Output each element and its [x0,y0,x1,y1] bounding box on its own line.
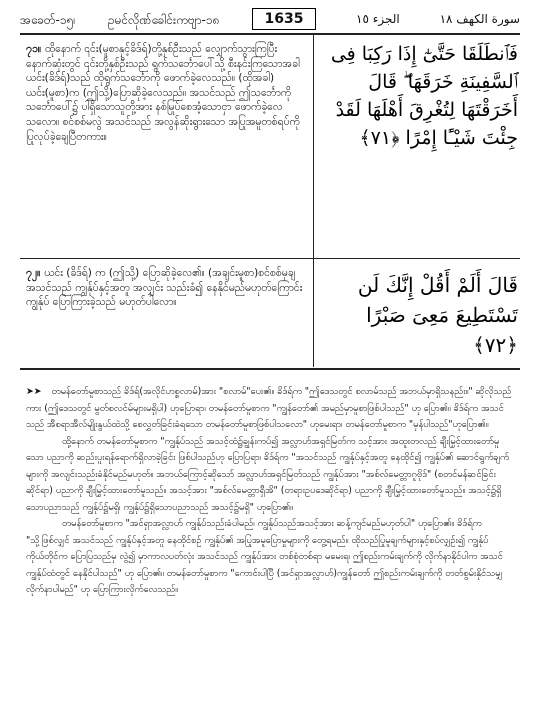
header-surah-burmese: ဥမင်လိုဏ်ခေါင်းကဗျာ-၁၈ [108,13,220,27]
commentary-paragraph: ➤➤ တမန်တော်မူစာသည် ခိဒ်ရ်(အလိုင်ဟစ္စလာမ်)အား "စလာမ်"ပေး၏။ ခိဒ်ရ်က "ဤဒေသတွင် စလာမ်သည် အဘယ်မှာရှိသနည်း။" ဆိုလိုသည်ကား (ဤဒေသတွင် မွတ်စလင်မ်များမရှိပါ) ဟုပြောရာ၊ တမန်တော်မူစာက "ကျွန်တော်၏ အမည်မှာမူစာဖြစ်ပါသည်" ဟု ပြော၏။ ခိဒ်ရ်က အသင်သည် အီစရာအီလ်မျိုးနွယ်ထဲသို့ စေလွှတ်ခြင်းခံရသော တမန်တော်မူစာဖြစ်ပါသလော" ဟုမေးရာ၊ တမန်တော်မူစာက "မှန်ပါသည်"ဟုပြော၏။ [26,386,512,430]
content-rule [20,368,520,370]
page-header [20,8,520,32]
verse-72-translation [26,266,306,310]
header-juz: الجزء ١٥ [356,12,400,26]
verse-text: ထိုနောက် ၎င်း(မူစာနှင့်ခိဒ်ရ်)တို့နှစ်ဦးသည် လျှောက်သွားကြပြီး နောက်ဆုံးတွင် ၎င်းတို့နှစ်ဦးသည် ရွက်သင်္ဘောပေါ်သို့ စီးနင်းကြသောအခါ ယင်း(ခိဒ်ရ်)သည် ထိုရွက်သင်္ဘောကို ဖောက်ခဲ့လေသည်။ (ထိုအခါ) ယင်း(မူစာ)က (ဤသို့)ပြောဆိုခဲ့လေသည်။ အသင်သည် ဤသင်္ဘောကို သင်္ဘောပေါ်၌ ပါရှိသောသူတို့အား နစ်မြုပ်စေအံ့သောငှာ ဖောက်ခဲ့လေသလော။ စင်စစ်မလွဲ အသင်သည် အလွန်ဆိုးရွားသော အပြုအမူတစ်ရပ်ကို ပြုလုပ်ခဲ့ချေပြီတကား။ [26,43,300,143]
column-divider [313,35,314,367]
commentary [26,384,516,599]
verse-71-arabic: فَٱنطَلَقَا حَتَّىٰٓ إِذَا رَكِبَا فِى ٱلسَّفِينَةِ خَرَقَهَا ۖ قَالَ أَخَرَقْتَهَا لِتُغْرِقَ أَهْلَهَا لَقَدْ جِئْتَ شَيْـًٔا إِمْرًا ﴿٧١﴾ [330,43,518,149]
header-chapter: အခေတ်-၁၅၊ [20,13,76,27]
verse-text: ယင်း (ခိဒ်ရ်) က (ဤသို့) ပြောဆိုခဲ့လေ၏။ (အချင်းမူစာ)စင်စစ်မုချ အသင်သည် ကျွန်ုပ်နှင့်အတူ အလျှင်း သည်းခံ၍ နေနိုင်မည်မဟုတ်ကြောင်း ကျွန်ုပ် ပြောကြားခဲ့သည် မဟုတ်ပါလော။ [26,267,303,309]
verse-divider [20,258,520,259]
verse-number: ၇၂။ [26,267,41,279]
page-number: 1635 [252,8,316,30]
header-surah-arabic: سورة الكهف ١٨ [439,12,520,26]
commentary-paragraph: ထို့နောက် တမန်တော်မူစာက "ကျွန်ုပ်သည် အသင့်ထံ၌ချွန်းကပ်၍ အလ္လာဟ်အရှင်မြတ်က သင့်အား အထူးတလည် ချီးမြှင့်ထားတော်မူသော ပညာကို ဆည်းပူးရန်ရောက်ရှိလာခဲ့ခြင်း ဖြစ်ပါသည်ဟု ပြောပြရာ၊ ခိဒ်ရ်က "အသင်သည် ကျွန်ုပ်နှင့်အတူ နေထိုင်၍ ကျွန်ုပ်၏ ဆောင်ရွက်ချက်များကို အလျင်းသည်းခံနိုင်မည်မဟုတ်။ အဘယ်ကြောင့်ဆိုသော် အလ္လာဟ်အရှင်မြတ်သည် ကျွန်ုပ်အား "အစ်လ်မေတ္တာဂူဗိုဒ်" (စတင်မန်ဆင်ခြင်းဆိုင်ရာ) ပညာကို ချီးမြှင့်ထားတော်မူသည်။ အသင့်အား "အစ်လ်မေတ္တာရှီအိ" (တရားဥပဒေဆိုင်ရာ) ပညာကို ချီးမြှင့်ထားတော်မူသည်။ အသင့်၌ရှိသောပညာသည် ကျွန်ုပ်၌မရှိ၊ ကျွန်ုပ်၌ရှိသောပညာသည် အသင့်၌မရှိ" ဟုပြော၏။ [26,435,510,513]
arrow-icon: ➤➤ [26,386,42,397]
header-rule [20,33,520,35]
verse-number: ၇၁။ [26,43,41,55]
commentary-paragraph: တမန်တော်မူစာက "အင်ရှာအလ္လာဟ် ကျွန်ုပ်သည်းခံပါမည်၊ ကျွန်ုပ်သည်အသင့်အား ဆန့်ကျင်မည်မဟုတ်ပါ" ဟုပြော၏။ ခိဒ်ရ်က "သို့ဖြစ်လျှင် အသင်သည် ကျွန်ုပ်နှင့်အတူ နေထိုင်စဉ် ကျွန်ုပ်၏ အပြုအမူပြောမှုများကို တွေ့ရမည်။ ထိုသည်ပြုမူချက်များနှင့်စပ်လျှဉ်း၍ ကျွန်ုပ်ကိုယ်တိုင်က ပြောပြသည်မှ လွဲ၍ မှာကာလပတ်လုံး အသင်သည် ကျွန်ုပ်အား တစ်စုံတစ်ရာ မမေးရ၊ ဤစည်းကမ်းချက်ကို လိုက်နာနိုင်ပါက အသင် ကျွန်ုပ်ထံတွင် နေနိုင်ပါသည်" ဟု ပြော၏။ တမန်တော်မူစာက "ကောင်းပါပြီ (အင်ရှာအလ္လာဟ်)ကျွန်တော် ဤစည်းကမ်းချက်ကို တတ်စွမ်းနိုင်သမျှ လိုက်နာပါမည်" ဟု ပြောကြားလိုက်လေသည်။ [26,518,503,595]
verse-72-arabic: قَالَ أَلَمْ أَقُلْ إِنَّكَ لَن تَسْتَطِيعَ مَعِىَ صَبْرًا ﴿٧٢﴾ [357,273,518,357]
verse-71-translation [26,42,306,144]
